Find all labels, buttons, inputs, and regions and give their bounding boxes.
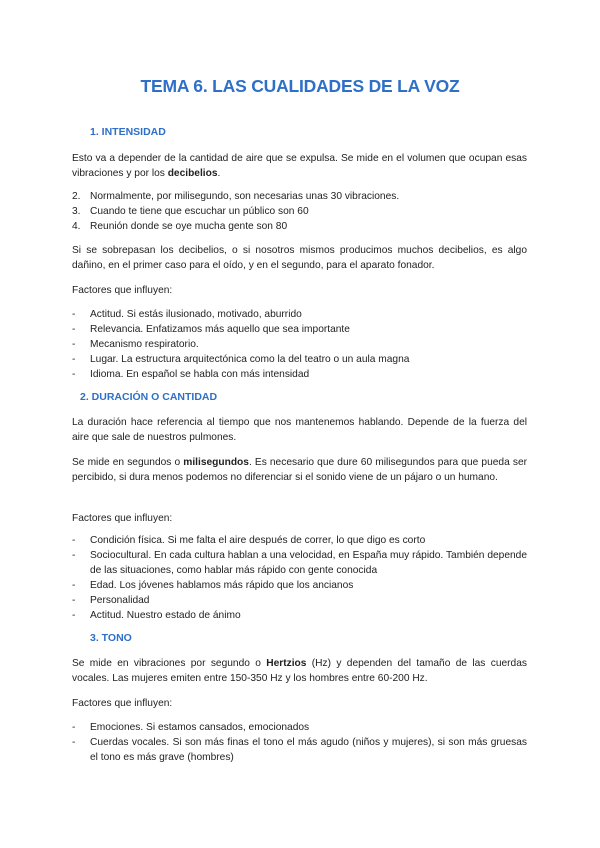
factors-label: Factores que influyen: bbox=[72, 285, 173, 296]
factors-label: Factores que influyen: bbox=[72, 698, 173, 709]
bullet-item: - Actitud. Nuestro estado de ánimo bbox=[72, 610, 241, 621]
factors-label: Factores que influyen: bbox=[72, 513, 173, 524]
bullet-item: - Relevancia. Enfatizamos más aquello que sea importante bbox=[72, 324, 350, 335]
paragraph-tono-1: Se mide en vibraciones por segundo o Hertzios (Hz) y dependen del tamaño de las cuerdas vocales. Las mujeres emiten entre 150-350 Hz y los hombres entre 60-200 Hz. bbox=[72, 658, 527, 684]
section-heading-duracion: 2. DURACIÓN O CANTIDAD bbox=[80, 391, 218, 403]
numbered-item: 2. Normalmente, por milisegundo, son necesarias unas 30 vibraciones. bbox=[72, 191, 400, 202]
bullet-item: - Emociones. Si estamos cansados, emocionados bbox=[72, 722, 310, 733]
paragraph-duracion-2: Se mide en segundos o milisegundos. Es necesario que dure 60 milisegundos para que pueda ser percibido, si dura menos podemos no diferenciar si el sonido viene de un pájaro o un humano. bbox=[72, 457, 527, 483]
bullet-item: - Edad. Los jóvenes hablamos más rápido que los ancianos bbox=[72, 580, 354, 591]
section-heading-intensidad: 1. INTENSIDAD bbox=[90, 126, 166, 138]
paragraph-intensidad-2: Si se sobrepasan los decibelios, o si nosotros mismos producimos muchos decibelios, es algo dañino, en el primer caso para el oído, y en el segundo, para el aparato fonador. bbox=[72, 245, 527, 271]
bullet-item: - Personalidad bbox=[72, 595, 150, 606]
paragraph-duracion-1: La duración hace referencia al tiempo que nos mantenemos hablando. Depende de la fuerza del aire que sale de nuestros pulmones. bbox=[72, 417, 527, 443]
bullet-item: - Lugar. La estructura arquitectónica como la del teatro o un aula magna bbox=[72, 354, 410, 365]
numbered-item: 4. Reunión donde se oye mucha gente son 80 bbox=[72, 221, 288, 232]
bullet-item: - Condición física. Si me falta el aire después de correr, lo que digo es corto bbox=[72, 535, 426, 546]
bullet-item: - Sociocultural. En cada cultura hablan a una velocidad, en España muy rápido. También depende de las situaciones, como hablar más rápido con gente conocida bbox=[72, 550, 527, 576]
bullet-item: - Mecanismo respiratorio. bbox=[72, 339, 199, 350]
page-title: TEMA 6. LAS CUALIDADES DE LA VOZ bbox=[140, 76, 460, 96]
numbered-item: 3. Cuando te tiene que escuchar un público son 60 bbox=[72, 206, 309, 217]
bullet-item: - Actitud. Si estás ilusionado, motivado, aburrido bbox=[72, 309, 302, 320]
bullet-item: - Cuerdas vocales. Si son más finas el tono el más agudo (niños y mujeres), si son más gruesas el tono es más grave (hombres) bbox=[72, 737, 527, 763]
bullet-item: - Idioma. En español se habla con más intensidad bbox=[72, 369, 310, 380]
section-heading-tono: 3. TONO bbox=[90, 632, 132, 644]
paragraph-intensidad-intro: Esto va a depender de la cantidad de aire que se expulsa. Se mide en el volumen que ocupan esas vibraciones y por los decibelios. bbox=[72, 153, 527, 179]
